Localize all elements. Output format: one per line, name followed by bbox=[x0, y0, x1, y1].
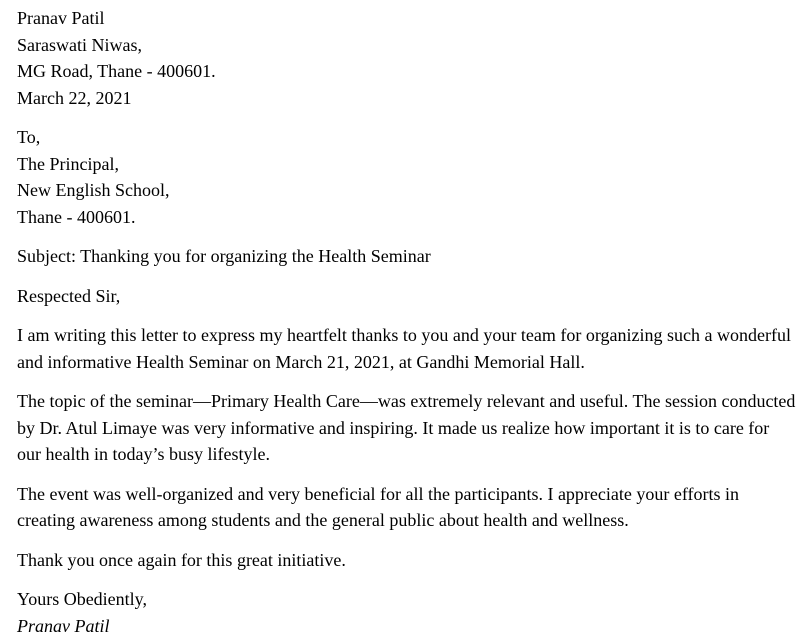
body-paragraph-2: The topic of the seminar—Primary Health Care—was extremely relevant and useful. The session conducted by Dr. Atul Limaye was very informative and inspiring. It made us realize how important it is to care for our health in today’s busy lifestyle. bbox=[17, 391, 796, 464]
letter-date: March 22, 2021 bbox=[17, 87, 132, 108]
recipient-to: To, bbox=[17, 127, 41, 147]
body-paragraph-3: The event was well-organized and very beneficial for all the participants. I appreciate your efforts in creating awareness among students and the general public about health and wellness. bbox=[17, 483, 740, 530]
sender-name: Pranav Patil bbox=[17, 8, 105, 28]
closing-block bbox=[17, 586, 797, 639]
subject-line: Subject: Thanking you for organizing the Health Seminar bbox=[17, 246, 431, 266]
recipient-school: New English School, bbox=[17, 180, 170, 200]
recipient-title: The Principal, bbox=[17, 153, 119, 174]
body-paragraph-4: Thank you once again for this great initiative. bbox=[17, 549, 346, 570]
body-paragraph-1: I am writing this letter to express my heartfelt thanks to you and your team for organizing such a wonderful and informative Health Seminar on March 21, 2021, at Gandhi Memorial Hall. bbox=[17, 325, 791, 372]
sender-block bbox=[17, 5, 797, 111]
salutation: Respected Sir, bbox=[17, 285, 121, 306]
letter bbox=[17, 5, 797, 639]
valediction: Yours Obediently, bbox=[17, 589, 148, 609]
recipient-block bbox=[17, 124, 797, 230]
recipient-city: Thane - 400601. bbox=[17, 206, 136, 227]
sender-address-line2: MG Road, Thane - 400601. bbox=[17, 61, 216, 81]
sender-address-line1: Saraswati Niwas, bbox=[17, 34, 142, 55]
signature: Pranav Patil bbox=[17, 615, 110, 636]
